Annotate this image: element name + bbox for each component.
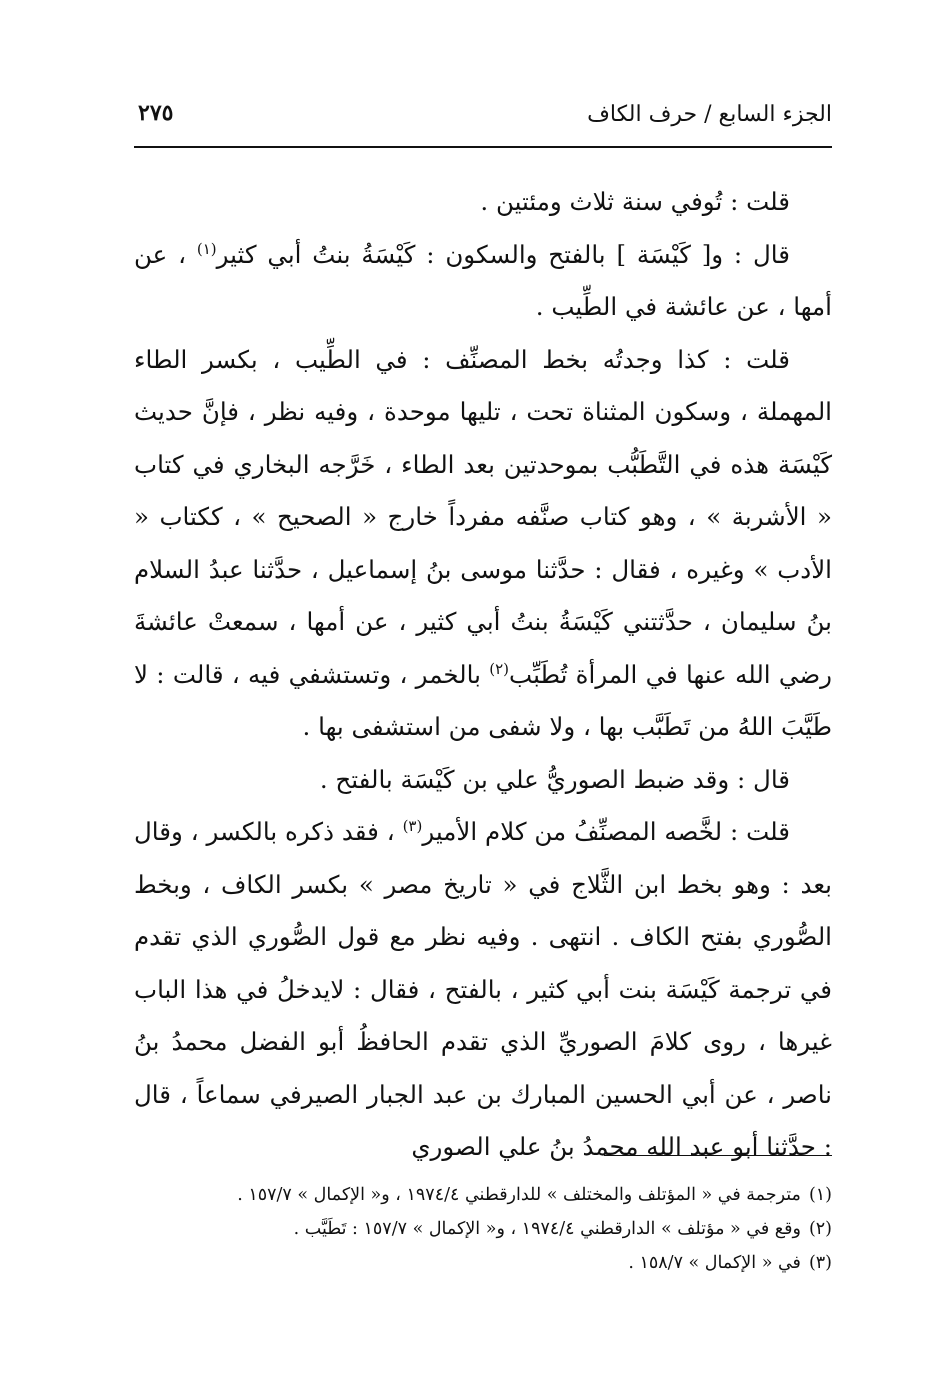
footnote-text: مترجمة في « المؤتلف والمختلف » للدارقطني ١٩٧٤/٤ ، و« الإكمال » ١٥٧/٧ . <box>237 1185 801 1205</box>
footnote-1 <box>134 1178 832 1212</box>
footnote-text: في « الإكمال » ١٥٨/٧ . <box>628 1253 801 1273</box>
footnote-2 <box>134 1212 832 1246</box>
paragraph-2-text-b: ، عن أمها ، عن عائشة في الطِّيب . <box>134 239 832 321</box>
paragraph-3 <box>134 334 832 754</box>
paragraph-2 <box>134 229 832 334</box>
paragraph-1-text: قلت : تُوفي سنة ثلاث ومئتين . <box>480 187 790 216</box>
footnote-ref-1[interactable]: (١) <box>196 239 217 258</box>
main-text <box>134 176 832 1174</box>
page-number: ٢٧٥ <box>138 100 174 126</box>
paragraph-5 <box>134 806 832 1174</box>
running-title: الجزء السابع / حرف الكاف <box>587 102 832 127</box>
footnote-separator <box>604 1155 832 1156</box>
footnotes <box>134 1178 832 1280</box>
paragraph-3-text-a: قلت : كذا وجدتُه بخط المصنِّف : في الطِّيب ، بكسر الطاء المهملة ، وسكون المثناة تحت ، تليها موحدة ، وفيه نظر ، فإنَّ حديث كَيْسَة هذه في التَّطَبُّب بموحدتين بعد الطاء ، خَرَّجه البخاري في كتاب « الأشربة » ، وهو كتاب صنَّفه مفرداً خارج « الصحيح » ، ككتاب « الأدب » وغيره ، فقال : حدَّثنا موسى بنُ إسماعيل ، حدَّثنا عبدُ السلام بنُ سليمان ، حدَّثتني كَيْسَةُ بنتُ أبي كثير ، عن أمها ، سمعتْ عائشةَ رضي الله عنها في المرأة تُطَبِّب <box>134 344 832 689</box>
paragraph-5-text-b: ، فقد ذكره بالكسر ، وقال بعد : وهو بخط ابن الثَّلاج في « تاريخ مصر » بكسر الكاف ، وبخط الصُّوري بفتح الكاف . انتهى . وفيه نظر مع قول الصُّوري الذي تقدم في ترجمة كَيْسَة بنت أبي كثير ، بالفتح ، فقال : لايدخلُ في هذا الباب غيرها ، روى كلامَ الصوريِّ الذي تقدم الحافظُ أبو الفضل محمدُ بنُ ناصر ، عن أبي الحسين المبارك بن عبد الجبار الصيرفي سماعاً ، قال : حدَّثنا أبو عبد الله محمدُ بنُ علي الصوري <box>134 817 832 1161</box>
footnote-number: (٣) <box>808 1253 832 1273</box>
footnote-number: (١) <box>808 1185 832 1205</box>
footnote-3 <box>134 1246 832 1280</box>
paragraph-4 <box>134 754 832 807</box>
footnote-text: وقع في « مؤتلف » الدارقطني ١٩٧٤/٤ ، و« الإكمال » ١٥٧/٧ : تَطَيَّب . <box>293 1219 801 1239</box>
paragraph-2-text-a: قال : و[ كَيْسَة ] بالفتح والسكون : كَيْسَةُ بنتُ أبي كثير <box>216 239 790 269</box>
paragraph-4-text: قال : وقد ضبط الصوريُّ علي بن كَيْسَة بالفتح . <box>319 764 790 794</box>
header-rule <box>134 146 832 148</box>
running-head <box>128 96 832 136</box>
paragraph-1 <box>134 176 832 229</box>
footnote-number: (٢) <box>808 1219 832 1239</box>
paragraph-5-text-a: قلت : لخَّصه المصنِّفُ من كلام الأمير <box>422 817 790 846</box>
footnote-ref-2[interactable]: (٢) <box>489 659 510 678</box>
footnote-ref-3[interactable]: (٣) <box>402 816 423 835</box>
paragraph-3-text-b: بالخمر ، وتستشفي فيه ، قالت : لا طَيَّبَ اللهُ من تَطَبَّب بها ، ولا شفى من استشفى بها . <box>134 659 832 741</box>
